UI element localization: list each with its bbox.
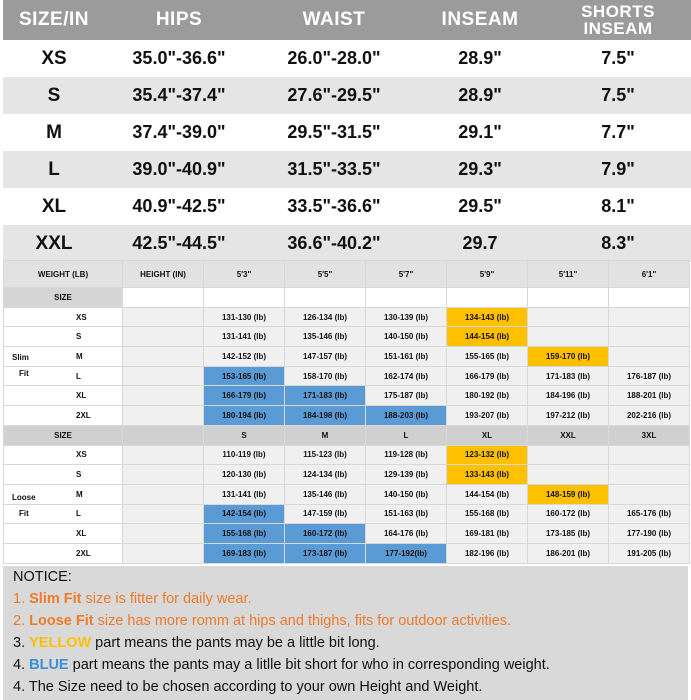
empty-cell bbox=[447, 288, 528, 308]
loose-weight-row bbox=[4, 484, 690, 504]
weight-range-cell: 151-163 (lb) bbox=[366, 504, 447, 524]
notice-line-1-keyword: Slim Fit bbox=[29, 591, 82, 607]
size-row bbox=[3, 77, 691, 114]
shorts-inseam-cell: 7.5" bbox=[601, 85, 635, 105]
notice-line-1 bbox=[13, 591, 252, 607]
height-input-cell bbox=[123, 465, 204, 485]
weight-range-cell: 191-205 (lb) bbox=[609, 543, 690, 563]
weight-range-cell: 180-194 (lb) bbox=[204, 406, 285, 426]
notice-line-3-keyword: YELLOW bbox=[29, 635, 92, 651]
weight-range-cell: 144-154 (lb) bbox=[447, 327, 528, 347]
header-height: HEIGHT (IN) bbox=[123, 261, 204, 288]
shorts-inseam-cell: 8.3" bbox=[601, 233, 635, 253]
weight-range-cell: 124-134 (lb) bbox=[285, 465, 366, 485]
weight-range-cell: 151-161 (lb) bbox=[366, 347, 447, 367]
weight-range-cell: 126-134 (lb) bbox=[285, 307, 366, 327]
hips-cell: 37.4"-39.0" bbox=[132, 122, 226, 142]
weight-range-cell: 120-130 (lb) bbox=[204, 465, 285, 485]
height-input-cell bbox=[123, 543, 204, 563]
size-row bbox=[3, 114, 691, 151]
loose-weight-row bbox=[4, 465, 690, 485]
empty-cell bbox=[285, 288, 366, 308]
hips-cell: 35.0"-36.6" bbox=[132, 48, 226, 68]
weight-range-cell bbox=[609, 465, 690, 485]
slim-row-size: XS bbox=[4, 307, 123, 327]
loose-size-name: XXL bbox=[528, 425, 609, 445]
header-height-col: 5'7" bbox=[366, 261, 447, 288]
weight-range-cell: 171-183 (lb) bbox=[285, 386, 366, 406]
height-input-cell bbox=[123, 327, 204, 347]
size-cell: S bbox=[47, 84, 61, 106]
slim-fit-label-line2: Fit bbox=[19, 369, 29, 378]
weight-range-cell: 171-183 (lb) bbox=[528, 366, 609, 386]
slim-weight-row bbox=[4, 366, 690, 386]
size-row bbox=[3, 188, 691, 225]
weight-range-cell: 186-201 (lb) bbox=[528, 543, 609, 563]
weight-range-cell: 134-143 (lb) bbox=[447, 307, 528, 327]
weight-range-cell bbox=[609, 445, 690, 465]
weight-range-cell: 131-141 (lb) bbox=[204, 484, 285, 504]
weight-range-cell: 142-152 (lb) bbox=[204, 347, 285, 367]
header-height-col: 5'5" bbox=[285, 261, 366, 288]
notice-box bbox=[3, 566, 688, 700]
loose-row-size: 2XL bbox=[4, 543, 123, 563]
loose-row-size: XS bbox=[4, 445, 123, 465]
weight-range-cell: 193-207 (lb) bbox=[447, 406, 528, 426]
empty-cell bbox=[123, 425, 204, 445]
empty-cell bbox=[204, 288, 285, 308]
header-hips: HIPS bbox=[155, 9, 203, 30]
header-height-col: 6'1" bbox=[609, 261, 690, 288]
height-input-cell bbox=[123, 307, 204, 327]
size-cell: M bbox=[46, 121, 62, 143]
weight-range-cell: 160-172 (lb) bbox=[528, 504, 609, 524]
weight-range-cell bbox=[528, 327, 609, 347]
weight-range-cell: 135-146 (lb) bbox=[285, 327, 366, 347]
height-input-cell bbox=[123, 406, 204, 426]
slim-weight-row bbox=[4, 307, 690, 327]
weight-range-cell bbox=[609, 484, 690, 504]
weight-range-cell: 155-165 (lb) bbox=[447, 347, 528, 367]
weight-range-cell: 115-123 (lb) bbox=[285, 445, 366, 465]
slim-size-header-row bbox=[4, 288, 690, 308]
weight-range-cell: 158-170 (lb) bbox=[285, 366, 366, 386]
weight-range-cell: 184-198 (lb) bbox=[285, 406, 366, 426]
shorts-inseam-cell: 7.5" bbox=[601, 48, 635, 68]
notice-line-3-number: 3. bbox=[13, 635, 30, 651]
weight-range-cell: 123-132 (lb) bbox=[447, 445, 528, 465]
loose-size-name: XL bbox=[447, 425, 528, 445]
inseam-cell: 29.5" bbox=[458, 196, 502, 216]
header-size: SIZE/IN bbox=[18, 9, 89, 30]
empty-cell bbox=[123, 288, 204, 308]
weight-range-cell: 155-168 (lb) bbox=[204, 524, 285, 544]
size-row bbox=[3, 40, 691, 77]
height-input-cell bbox=[123, 386, 204, 406]
inseam-cell: 29.1" bbox=[458, 122, 502, 142]
slim-weight-row bbox=[4, 406, 690, 426]
waist-cell: 31.5"-33.5" bbox=[287, 159, 381, 179]
weight-range-cell: 131-130 (lb) bbox=[204, 307, 285, 327]
waist-cell: 33.5"-36.6" bbox=[287, 196, 381, 216]
notice-line-3 bbox=[13, 635, 380, 651]
weight-range-cell: 177-190 (lb) bbox=[609, 524, 690, 544]
weight-range-cell: 131-141 (lb) bbox=[204, 327, 285, 347]
size-row bbox=[3, 151, 691, 188]
weight-range-cell: 166-179 (lb) bbox=[447, 366, 528, 386]
weight-range-cell: 148-159 (lb) bbox=[528, 484, 609, 504]
height-input-cell bbox=[123, 504, 204, 524]
empty-cell bbox=[528, 288, 609, 308]
weight-range-cell: 140-150 (lb) bbox=[366, 484, 447, 504]
waist-cell: 29.5"-31.5" bbox=[287, 122, 381, 142]
loose-row-size: XL bbox=[4, 524, 123, 544]
empty-cell bbox=[366, 288, 447, 308]
notice-title: NOTICE: bbox=[13, 569, 72, 585]
weight-range-cell: 177-192(lb) bbox=[366, 543, 447, 563]
hips-cell: 39.0"-40.9" bbox=[132, 159, 226, 179]
slim-row-size: M bbox=[4, 347, 123, 367]
inseam-cell: 28.9" bbox=[458, 48, 502, 68]
notice-line-2-keyword: Loose Fit bbox=[29, 613, 94, 629]
notice-line-1-text: size is fitter for daily wear. bbox=[81, 591, 252, 607]
height-input-cell bbox=[123, 445, 204, 465]
size-cell: XS bbox=[41, 47, 67, 69]
slim-row-size: S bbox=[4, 327, 123, 347]
weight-range-cell: 169-183 (lb) bbox=[204, 543, 285, 563]
loose-fit-label-line2: Fit bbox=[19, 509, 29, 518]
header-waist: WAIST bbox=[302, 9, 366, 30]
loose-weight-row bbox=[4, 504, 690, 524]
notice-line-4-number: 4. bbox=[13, 657, 30, 673]
weight-range-cell bbox=[609, 327, 690, 347]
weight-range-cell: 197-212 (lb) bbox=[528, 406, 609, 426]
notice-line-5: 4. The Size need to be chosen according to your own Height and Weight. bbox=[13, 679, 483, 695]
inseam-cell: 29.7 bbox=[462, 233, 498, 253]
loose-row-size: L bbox=[4, 504, 123, 524]
weight-range-cell bbox=[528, 445, 609, 465]
weight-range-cell: 159-170 (lb) bbox=[528, 347, 609, 367]
shorts-inseam-cell: 7.7" bbox=[601, 122, 635, 142]
header-height-col: 5'3" bbox=[204, 261, 285, 288]
loose-weight-row bbox=[4, 543, 690, 563]
notice-line-4-text: part means the pants may a litlle bit short for who in corresponding weight. bbox=[68, 657, 550, 673]
weight-range-cell: 155-168 (lb) bbox=[447, 504, 528, 524]
waist-cell: 26.0"-28.0" bbox=[287, 48, 381, 68]
slim-weight-row bbox=[4, 327, 690, 347]
weight-range-cell bbox=[528, 465, 609, 485]
weight-range-cell: 119-128 (lb) bbox=[366, 445, 447, 465]
weight-range-cell: 184-196 (lb) bbox=[528, 386, 609, 406]
weight-range-cell: 162-174 (lb) bbox=[366, 366, 447, 386]
loose-size-label: SIZE bbox=[4, 425, 123, 445]
size-row bbox=[3, 225, 691, 262]
hips-cell: 42.5"-44.5" bbox=[132, 233, 226, 253]
inseam-cell: 29.3" bbox=[458, 159, 502, 179]
weight-height-table bbox=[3, 260, 690, 564]
slim-fit-group-label bbox=[12, 350, 29, 382]
weight-range-cell: 180-192 (lb) bbox=[447, 386, 528, 406]
loose-size-name: S bbox=[204, 425, 285, 445]
weight-table-header bbox=[4, 261, 690, 288]
weight-range-cell bbox=[528, 307, 609, 327]
hips-cell: 40.9"-42.5" bbox=[132, 196, 226, 216]
weight-range-cell: 130-139 (lb) bbox=[366, 307, 447, 327]
weight-range-cell: 160-172 (lb) bbox=[285, 524, 366, 544]
notice-line-2-text: size has more romm at hips and thighs, fits for outdoor activities. bbox=[93, 613, 512, 629]
loose-weight-row bbox=[4, 524, 690, 544]
loose-row-size: M bbox=[4, 484, 123, 504]
shorts-inseam-cell: 7.9" bbox=[601, 159, 635, 179]
weight-range-cell: 164-176 (lb) bbox=[366, 524, 447, 544]
loose-weight-row bbox=[4, 445, 690, 465]
weight-range-cell: 175-187 (lb) bbox=[366, 386, 447, 406]
notice-line-2 bbox=[13, 613, 511, 629]
weight-range-cell: 165-176 (lb) bbox=[609, 504, 690, 524]
waist-cell: 27.6"-29.5" bbox=[287, 85, 381, 105]
size-chart-table bbox=[3, 0, 691, 262]
weight-range-cell: 173-187 (lb) bbox=[285, 543, 366, 563]
weight-range-cell: 166-179 (lb) bbox=[204, 386, 285, 406]
loose-fit-group-label bbox=[12, 490, 36, 522]
notice-line-4 bbox=[13, 657, 550, 673]
weight-range-cell: 142-154 (lb) bbox=[204, 504, 285, 524]
slim-row-size: L bbox=[4, 366, 123, 386]
height-input-cell bbox=[123, 484, 204, 504]
weight-range-cell: 173-185 (lb) bbox=[528, 524, 609, 544]
loose-size-name: 3XL bbox=[609, 425, 690, 445]
height-input-cell bbox=[123, 366, 204, 386]
shorts-inseam-cell: 8.1" bbox=[601, 196, 635, 216]
inseam-cell: 28.9" bbox=[458, 85, 502, 105]
weight-range-cell: 135-146 (lb) bbox=[285, 484, 366, 504]
loose-size-header-row bbox=[4, 425, 690, 445]
notice-line-2-number: 2. bbox=[13, 613, 30, 629]
weight-range-cell: 202-216 (lb) bbox=[609, 406, 690, 426]
notice-line-1-number: 1. bbox=[13, 591, 30, 607]
size-cell: XXL bbox=[35, 232, 73, 254]
size-cell: XL bbox=[41, 195, 67, 217]
weight-range-cell: 188-203 (lb) bbox=[366, 406, 447, 426]
size-chart-header bbox=[3, 0, 691, 40]
size-cell: L bbox=[48, 158, 60, 180]
height-input-cell bbox=[123, 347, 204, 367]
weight-range-cell: 133-143 (lb) bbox=[447, 465, 528, 485]
loose-row-size: S bbox=[4, 465, 123, 485]
header-shorts-inseam: SHORTS INSEAM bbox=[581, 2, 655, 38]
weight-range-cell: 110-119 (lb) bbox=[204, 445, 285, 465]
weight-range-cell: 153-165 (lb) bbox=[204, 366, 285, 386]
weight-range-cell: 169-181 (lb) bbox=[447, 524, 528, 544]
weight-range-cell: 176-187 (lb) bbox=[609, 366, 690, 386]
weight-range-cell: 147-159 (lb) bbox=[285, 504, 366, 524]
weight-range-cell: 144-154 (lb) bbox=[447, 484, 528, 504]
slim-row-size: XL bbox=[4, 386, 123, 406]
slim-weight-row bbox=[4, 386, 690, 406]
weight-range-cell: 129-139 (lb) bbox=[366, 465, 447, 485]
weight-range-cell: 188-201 (lb) bbox=[609, 386, 690, 406]
empty-cell bbox=[609, 288, 690, 308]
weight-range-cell: 147-157 (lb) bbox=[285, 347, 366, 367]
slim-weight-row bbox=[4, 347, 690, 367]
slim-size-label: SIZE bbox=[4, 288, 123, 308]
notice-line-3-text: part means the pants may be a little bit long. bbox=[91, 635, 380, 651]
hips-cell: 35.4"-37.4" bbox=[132, 85, 226, 105]
slim-row-size: 2XL bbox=[4, 406, 123, 426]
notice-line-4-keyword: BLUE bbox=[29, 657, 69, 673]
weight-range-cell bbox=[609, 307, 690, 327]
loose-size-name: M bbox=[285, 425, 366, 445]
waist-cell: 36.6"-40.2" bbox=[287, 233, 381, 253]
height-input-cell bbox=[123, 524, 204, 544]
header-inseam: INSEAM bbox=[441, 9, 519, 30]
header-height-col: 5'9" bbox=[447, 261, 528, 288]
weight-range-cell: 140-150 (lb) bbox=[366, 327, 447, 347]
weight-range-cell bbox=[609, 347, 690, 367]
slim-fit-label-line1: Slim bbox=[12, 353, 29, 362]
header-weight: WEIGHT (LB) bbox=[4, 261, 123, 288]
header-height-col: 5'11" bbox=[528, 261, 609, 288]
loose-fit-label-line1: Loose bbox=[12, 493, 36, 502]
weight-range-cell: 182-196 (lb) bbox=[447, 543, 528, 563]
loose-size-name: L bbox=[366, 425, 447, 445]
